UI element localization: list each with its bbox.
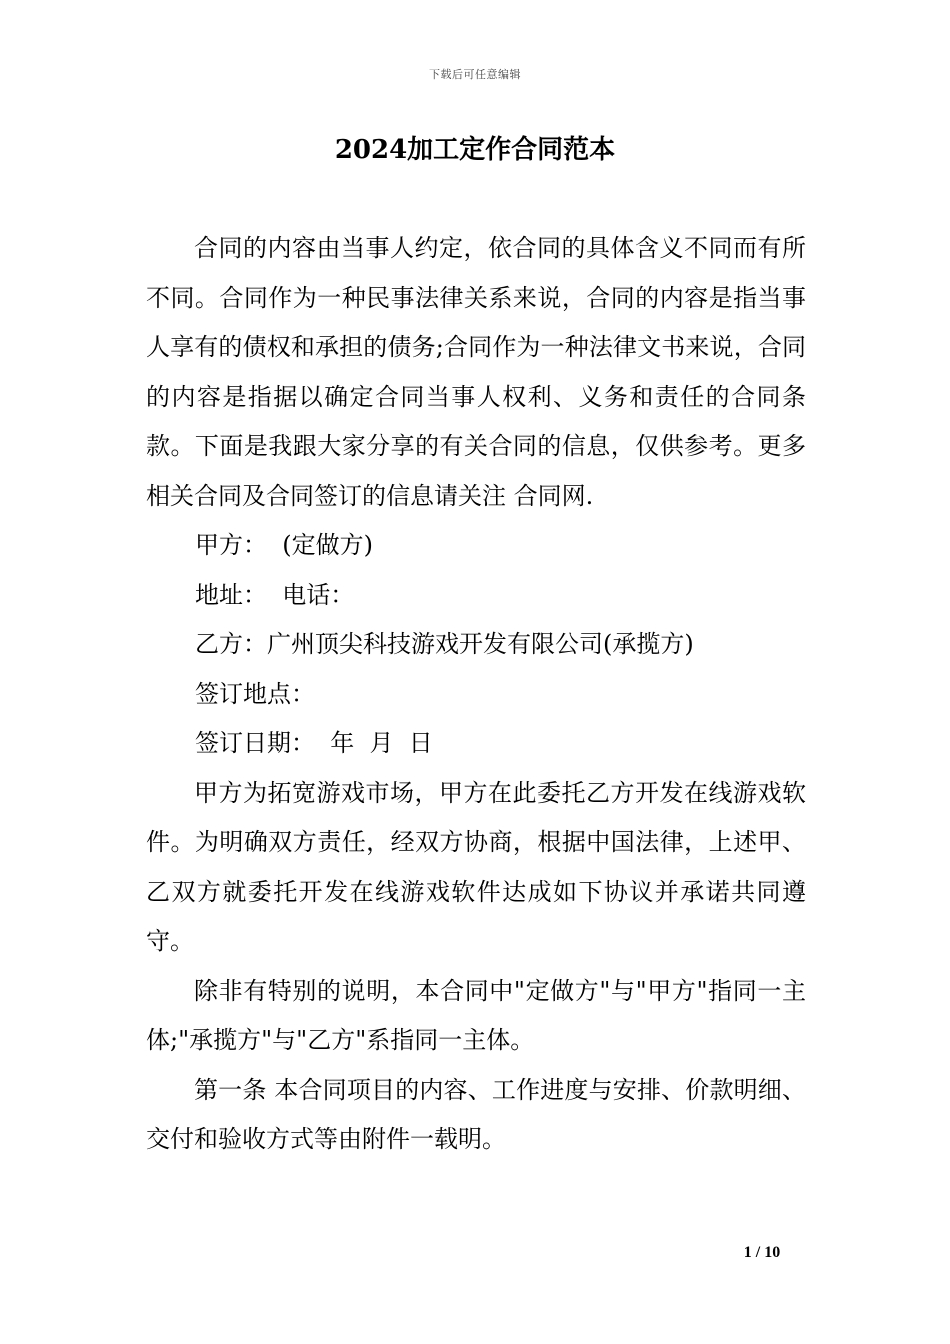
page-number: 1 / 10 <box>743 1244 781 1261</box>
intro-paragraph: 合同的内容由当事人约定，依合同的具体含义不同而有所不同。合同作为一种民事法律关系来说，合同的内容是指当事人享有的债权和承担的债务;合同作为一种法律文书来说，合同的内容是指据以确定合同当事人权利、义务和责任的合同条款。下面是我跟大家分享的有关合同的信息，仅供参考。更多相关合同及合同签订的信息请关注 合同网. <box>146 234 806 510</box>
party-b-field: 乙方：广州顶尖科技游戏开发有限公司(承揽方) <box>195 630 694 658</box>
party-a-field: 甲方： (定做方) <box>195 531 373 559</box>
page-header-note: 下载后可任意编辑 <box>429 68 521 81</box>
document-title: 2024加工定作合同范本 <box>334 135 616 165</box>
document-body <box>146 224 806 1165</box>
address-phone-field: 地址： 电话： <box>195 580 355 609</box>
sign-place-field: 签订地点： <box>195 679 315 708</box>
definitions-paragraph: 除非有特别的说明，本合同中"定做方"与"甲方"指同一主体;"承揽方"与"乙方"系指同一主体。 <box>146 976 806 1054</box>
purpose-paragraph: 甲方为拓宽游戏市场，甲方在此委托乙方开发在线游戏软件。为明确双方责任，经双方协商，根据中国法律，上述甲、乙双方就委托开发在线游戏软件达成如下协议并承诺共同遵守。 <box>146 778 806 955</box>
article-one-paragraph: 第一条 本合同项目的内容、工作进度与安排、价款明细、交付和验收方式等由附件一载明。 <box>146 1075 806 1153</box>
sign-date-field: 签订日期： 年 月 日 <box>195 729 433 757</box>
